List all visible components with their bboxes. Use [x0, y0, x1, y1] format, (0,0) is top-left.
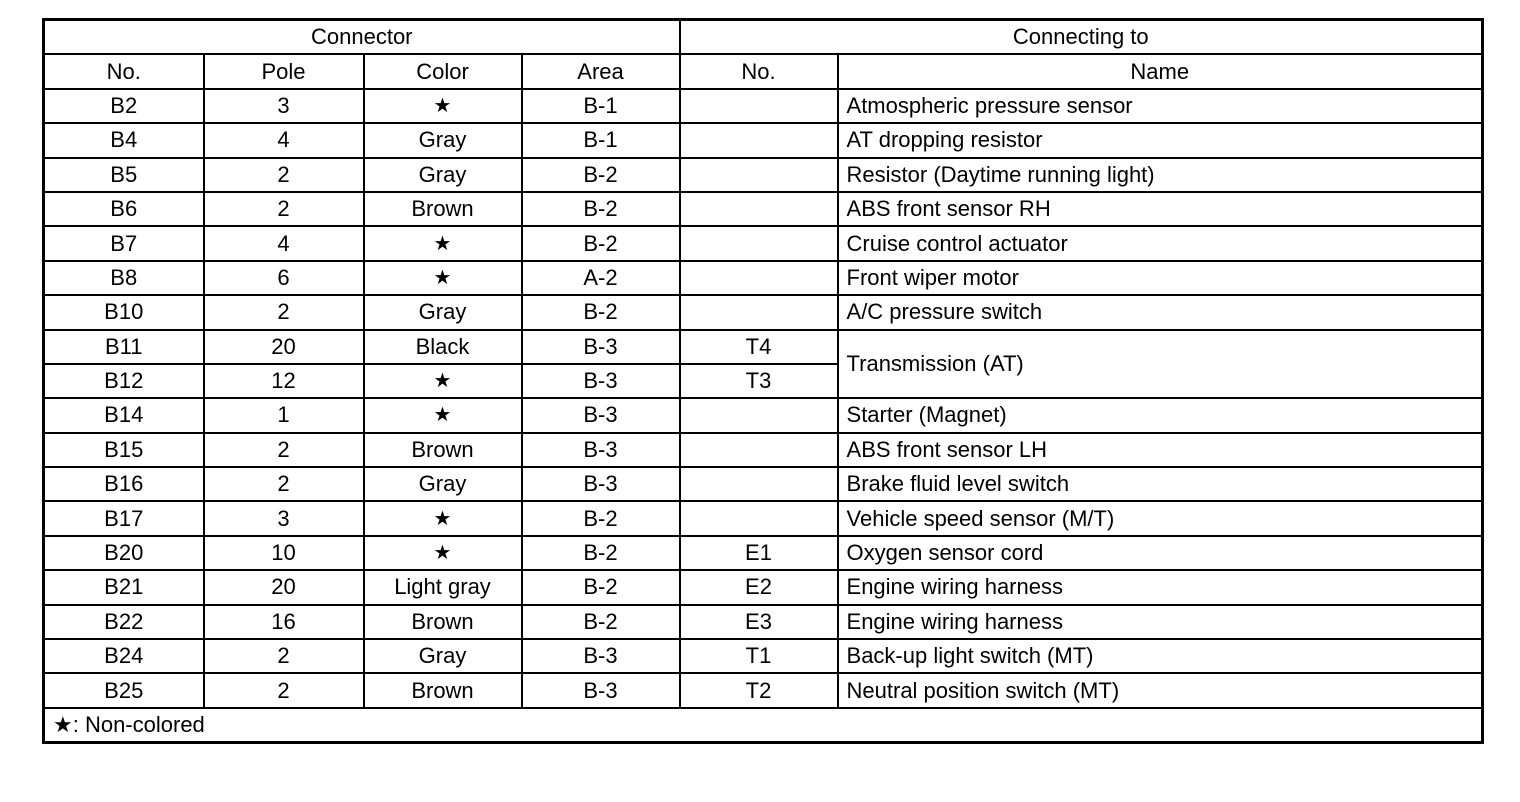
cell-connector-no: B15	[44, 433, 204, 467]
table-row	[44, 89, 1483, 123]
cell-connecting-name: Resistor (Daytime running light)	[838, 158, 1483, 192]
cell-connector-no: B25	[44, 673, 204, 707]
cell-connecting-name: Brake fluid level switch	[838, 467, 1483, 501]
cell-area: B-2	[522, 605, 680, 639]
cell-color: Gray	[364, 123, 522, 157]
group-header-row	[44, 20, 1483, 55]
cell-connecting-no: E2	[680, 570, 838, 604]
cell-color: ★	[364, 536, 522, 570]
cell-connecting-no: T2	[680, 673, 838, 707]
cell-connector-no: B4	[44, 123, 204, 157]
cell-color: Brown	[364, 673, 522, 707]
cell-connecting-no	[680, 226, 838, 260]
cell-color: Brown	[364, 605, 522, 639]
cell-connecting-no: T4	[680, 330, 838, 364]
cell-connecting-no: E3	[680, 605, 838, 639]
table-row	[44, 330, 1483, 364]
table-row	[44, 226, 1483, 260]
cell-connecting-no	[680, 158, 838, 192]
table-row	[44, 123, 1483, 157]
cell-connecting-no	[680, 433, 838, 467]
cell-pole: 10	[204, 536, 364, 570]
cell-connecting-name: Starter (Magnet)	[838, 398, 1483, 432]
cell-connecting-name: AT dropping resistor	[838, 123, 1483, 157]
cell-area: A-2	[522, 261, 680, 295]
table-row	[44, 570, 1483, 604]
cell-connecting-name: A/C pressure switch	[838, 295, 1483, 329]
cell-connector-no: B14	[44, 398, 204, 432]
cell-area: B-3	[522, 330, 680, 364]
cell-connecting-no: E1	[680, 536, 838, 570]
cell-connecting-name: Engine wiring harness	[838, 570, 1483, 604]
cell-connecting-no: T1	[680, 639, 838, 673]
column-header-to-no: No.	[680, 54, 838, 88]
cell-pole: 3	[204, 89, 364, 123]
cell-pole: 2	[204, 158, 364, 192]
cell-pole: 16	[204, 605, 364, 639]
table-row	[44, 467, 1483, 501]
cell-color: Light gray	[364, 570, 522, 604]
cell-color: Gray	[364, 295, 522, 329]
cell-connecting-name: Front wiper motor	[838, 261, 1483, 295]
column-header-color: Color	[364, 54, 522, 88]
cell-area: B-2	[522, 295, 680, 329]
cell-connecting-no	[680, 89, 838, 123]
cell-pole: 6	[204, 261, 364, 295]
cell-connector-no: B5	[44, 158, 204, 192]
cell-connecting-name: ABS front sensor RH	[838, 192, 1483, 226]
cell-connecting-no	[680, 398, 838, 432]
cell-area: B-3	[522, 433, 680, 467]
cell-color: ★	[364, 261, 522, 295]
table-body	[44, 89, 1483, 708]
cell-area: B-2	[522, 226, 680, 260]
cell-connecting-name: Neutral position switch (MT)	[838, 673, 1483, 707]
cell-color: Gray	[364, 639, 522, 673]
cell-connector-no: B20	[44, 536, 204, 570]
footnote: ★: Non-colored	[44, 708, 1483, 743]
cell-area: B-3	[522, 639, 680, 673]
cell-area: B-1	[522, 123, 680, 157]
cell-connector-no: B22	[44, 605, 204, 639]
cell-pole: 2	[204, 467, 364, 501]
cell-connector-no: B8	[44, 261, 204, 295]
cell-pole: 2	[204, 295, 364, 329]
table-row	[44, 605, 1483, 639]
cell-pole: 4	[204, 226, 364, 260]
cell-connector-no: B24	[44, 639, 204, 673]
column-header-pole: Pole	[204, 54, 364, 88]
cell-connecting-no	[680, 192, 838, 226]
cell-connecting-no	[680, 123, 838, 157]
connector-group-header: Connector	[44, 20, 680, 55]
cell-area: B-2	[522, 158, 680, 192]
cell-area: B-2	[522, 536, 680, 570]
cell-color: Brown	[364, 433, 522, 467]
cell-area: B-2	[522, 192, 680, 226]
table-row	[44, 158, 1483, 192]
table-row	[44, 261, 1483, 295]
footnote-row	[44, 708, 1483, 743]
cell-color: Gray	[364, 467, 522, 501]
cell-connecting-name: Atmospheric pressure sensor	[838, 89, 1483, 123]
cell-connector-no: B17	[44, 501, 204, 535]
cell-color: ★	[364, 501, 522, 535]
cell-connecting-no	[680, 467, 838, 501]
cell-color: Brown	[364, 192, 522, 226]
cell-color: ★	[364, 364, 522, 398]
cell-connector-no: B12	[44, 364, 204, 398]
cell-connector-no: B21	[44, 570, 204, 604]
cell-pole: 20	[204, 570, 364, 604]
table-row	[44, 295, 1483, 329]
cell-color: ★	[364, 398, 522, 432]
cell-connecting-no	[680, 295, 838, 329]
cell-pole: 2	[204, 673, 364, 707]
cell-connecting-no: T3	[680, 364, 838, 398]
table-row	[44, 639, 1483, 673]
connector-table	[42, 18, 1484, 744]
cell-color: Gray	[364, 158, 522, 192]
cell-pole: 20	[204, 330, 364, 364]
column-header-name: Name	[838, 54, 1483, 88]
table-row	[44, 501, 1483, 535]
cell-connector-no: B11	[44, 330, 204, 364]
cell-pole: 1	[204, 398, 364, 432]
connecting-to-group-header: Connecting to	[680, 20, 1483, 55]
cell-pole: 3	[204, 501, 364, 535]
table-row	[44, 398, 1483, 432]
cell-pole: 4	[204, 123, 364, 157]
table-row	[44, 673, 1483, 707]
cell-connector-no: B7	[44, 226, 204, 260]
column-header-area: Area	[522, 54, 680, 88]
cell-connector-no: B6	[44, 192, 204, 226]
cell-area: B-2	[522, 570, 680, 604]
column-header-no: No.	[44, 54, 204, 88]
table-row	[44, 433, 1483, 467]
cell-connecting-name: Oxygen sensor cord	[838, 536, 1483, 570]
cell-connecting-name: Vehicle speed sensor (M/T)	[838, 501, 1483, 535]
cell-connecting-name: Engine wiring harness	[838, 605, 1483, 639]
cell-connector-no: B16	[44, 467, 204, 501]
cell-area: B-3	[522, 467, 680, 501]
cell-connecting-name: Back-up light switch (MT)	[838, 639, 1483, 673]
cell-pole: 2	[204, 433, 364, 467]
cell-color: Black	[364, 330, 522, 364]
table-row	[44, 192, 1483, 226]
cell-pole: 2	[204, 192, 364, 226]
cell-connector-no: B2	[44, 89, 204, 123]
cell-pole: 12	[204, 364, 364, 398]
cell-area: B-2	[522, 501, 680, 535]
cell-pole: 2	[204, 639, 364, 673]
cell-color: ★	[364, 226, 522, 260]
cell-color: ★	[364, 89, 522, 123]
cell-connecting-name: Cruise control actuator	[838, 226, 1483, 260]
cell-connector-no: B10	[44, 295, 204, 329]
cell-area: B-1	[522, 89, 680, 123]
cell-area: B-3	[522, 364, 680, 398]
table-row	[44, 536, 1483, 570]
cell-area: B-3	[522, 673, 680, 707]
cell-connecting-name: ABS front sensor LH	[838, 433, 1483, 467]
cell-connecting-no	[680, 501, 838, 535]
cell-area: B-3	[522, 398, 680, 432]
cell-connecting-name: Transmission (AT)	[838, 330, 1483, 399]
column-header-row	[44, 54, 1483, 88]
cell-connecting-no	[680, 261, 838, 295]
